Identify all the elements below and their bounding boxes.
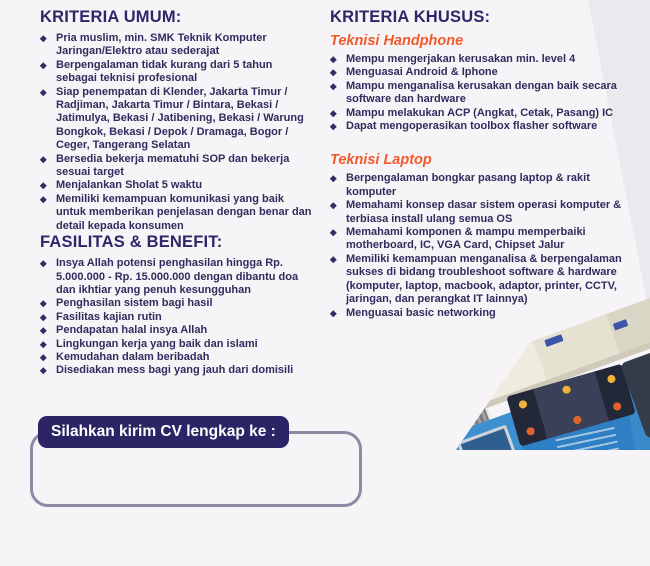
- list-item: ◆ Insya Allah potensi penghasilan hingga Rp. 5.000.000 - Rp. 15.000.000 dengan dibantu doa dan ikhtiar yang penuh kesungguhan: [40, 257, 299, 296]
- list-item: ◆ Mempu mengerjakan kerusakan min. level 4: [330, 53, 576, 65]
- diamond-bullet-icon: ◆: [330, 80, 337, 91]
- diamond-bullet-icon: ◆: [330, 107, 337, 118]
- cv-banner: Silahkan kirim CV lengkap ke :: [38, 416, 289, 448]
- diamond-bullet-icon: ◆: [330, 307, 337, 318]
- diamond-bullet-icon: ◆: [40, 33, 47, 43]
- subsection-title-teknisi-laptop: Teknisi Laptop: [330, 152, 432, 169]
- list-item: ◆ Mampu melakukan ACP (Angkat, Cetak, Pasang) IC: [330, 106, 614, 119]
- photo-box-label: [466, 353, 484, 366]
- diamond-bullet-icon: ◆: [40, 86, 47, 97]
- list-item: ◆ Pria muslim, min. SMK Teknik Komputer Jaringan/Elektro atau sederajat: [40, 32, 267, 58]
- list-item: ◆ Bersedia bekerja mematuhi SOP dan bekerja sesuai target: [40, 152, 290, 179]
- diamond-bullet-icon: ◆: [330, 200, 337, 211]
- list-item: ◆ Fasilitas kajian rutin: [40, 310, 162, 323]
- list-item: ◆ Memahami konsep dasar sistem operasi komputer & terbiasa install ulang semua OS: [330, 199, 622, 225]
- list-item: ◆ Memahami komponen & mampu memperbaiki motherboard, IC, VGA Card, Chipset Jalur: [330, 226, 586, 252]
- section-title-kriteria-khusus: KRITERIA KHUSUS:: [330, 8, 491, 26]
- diamond-bullet-icon: ◆: [330, 227, 337, 238]
- diamond-bullet-icon: ◆: [330, 67, 337, 78]
- photo-circuit-board: [457, 425, 518, 477]
- list-item: ◆ Dapat mengoperasikan toolbox flasher software: [330, 120, 598, 133]
- list-item: ◆ Lingkungan kerja yang baik dan islami: [40, 337, 258, 350]
- diamond-bullet-icon: ◆: [330, 54, 337, 64]
- teknisi-laptop-list: [330, 172, 628, 319]
- photo-technician-hand: [475, 462, 574, 540]
- list-item: ◆ Memiliki kemampuan komunikasi yang baik untuk memberikan penjelasan dengan benar dan detail kepada konsumen: [40, 192, 312, 232]
- diamond-bullet-icon: ◆: [40, 365, 47, 376]
- diamond-bullet-icon: ◆: [40, 193, 47, 204]
- left-column: [40, 8, 314, 378]
- section-title-kriteria-umum: KRITERIA UMUM:: [40, 8, 182, 26]
- subsection-title-teknisi-handphone: Teknisi Handphone: [330, 33, 464, 49]
- list-item: ◆ Penghasilan sistem bagi hasil: [40, 297, 213, 310]
- list-item: ◆ Siap penempatan di Klender, Jakarta Timur / Radjiman, Jakarta Timur / Bintara, Bekasi / Jatimulya, Bekasi / Jatibening, Bekasi / Warung Bongkok, Bekasi / Depok / Dramaga, Bogor / Ceger, Tangerang Selatan: [40, 85, 304, 152]
- teknisi-handphone-list: [330, 53, 628, 133]
- list-item: ◆ Memiliki kemampuan menganalisa & berpengalaman sukses di bidang troubleshoot software & hardware (komputer, laptop, macbook, adaptor, printer, CCTV, jaringan, dan perangkat IT lainnya): [330, 252, 622, 306]
- list-item: ◆ Menjalankan Sholat 5 waktu: [40, 179, 203, 192]
- list-item: ◆ Kemudahan dalam beribadah: [40, 350, 210, 363]
- list-item: ◆ Berpengalaman bongkar pasang laptop & rakit komputer: [330, 172, 590, 198]
- diamond-bullet-icon: ◆: [330, 173, 337, 184]
- list-item: ◆ Pendapatan halal insya Allah: [40, 324, 208, 337]
- diamond-bullet-icon: ◆: [40, 180, 47, 191]
- kriteria-umum-list: [40, 32, 314, 233]
- list-item: ◆ Mampu menganalisa kerusakan dengan baik secara software dan hardware: [330, 79, 617, 106]
- list-item: ◆ Menguasai basic networking: [330, 306, 496, 319]
- section-title-fasilitas-benefit: FASILITAS & BENEFIT:: [40, 233, 223, 252]
- list-item: ◆ Menguasai Android & Iphone: [330, 66, 498, 79]
- diamond-bullet-icon: ◆: [40, 258, 47, 269]
- diamond-bullet-icon: ◆: [40, 59, 47, 70]
- diamond-bullet-icon: ◆: [40, 338, 47, 349]
- photo-red-tool: [547, 461, 559, 488]
- diamond-bullet-icon: ◆: [330, 121, 337, 132]
- diamond-bullet-icon: ◆: [40, 351, 47, 362]
- diamond-bullet-icon: ◆: [40, 311, 47, 322]
- list-item: ◆ Berpengalaman tidak kurang dari 5 tahun sebagai teknisi profesional: [40, 58, 273, 85]
- diamond-bullet-icon: ◆: [330, 253, 337, 264]
- fasilitas-benefit-list: [40, 257, 314, 378]
- diamond-bullet-icon: ◆: [40, 153, 47, 164]
- right-column: [330, 8, 628, 320]
- diamond-bullet-icon: ◆: [40, 325, 47, 336]
- diamond-bullet-icon: ◆: [40, 298, 47, 309]
- list-item: ◆ Disediakan mess bagi yang jauh dari domisili: [40, 364, 294, 377]
